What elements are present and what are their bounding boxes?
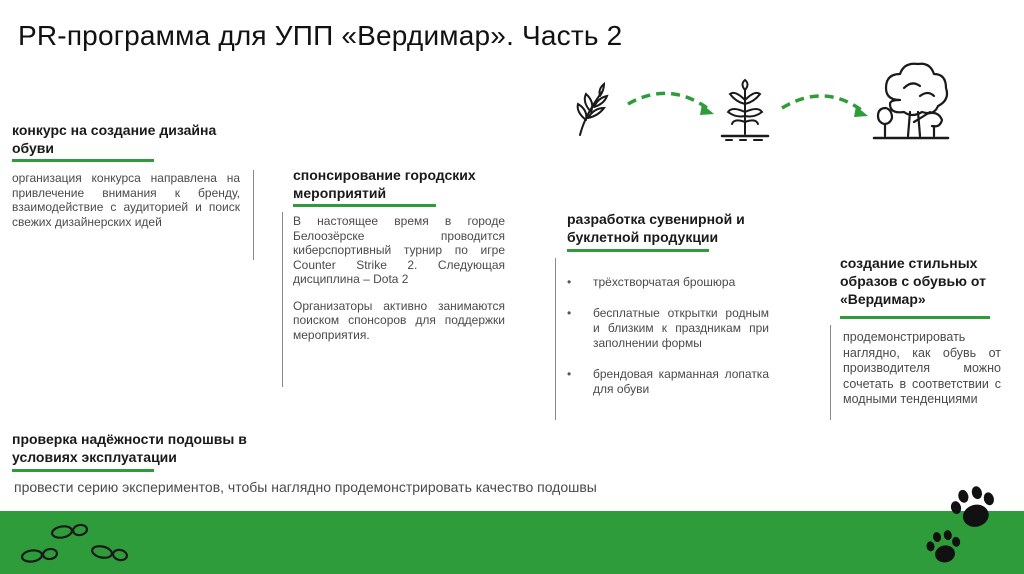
paw-print-icon <box>924 530 964 566</box>
sponsorship-heading: спонсирование городских мероприятий <box>293 167 476 201</box>
page-title: PR-программа для УПП «Вердимар». Часть 2 <box>18 20 623 51</box>
sole-underline <box>12 469 154 472</box>
images-divider <box>830 325 831 420</box>
paw-print-icon <box>948 486 1000 532</box>
sprout-icon <box>578 84 607 135</box>
sponsorship-text <box>293 214 505 354</box>
images-underline <box>840 316 990 319</box>
contest-text: организация конкурса направлена на привлечение внимания к бренду, взаимодействие с аудиторией и поиск свежих дизайнерских идей <box>12 171 240 229</box>
sponsorship-underline <box>293 204 436 207</box>
contest-divider <box>253 170 254 260</box>
footer-band <box>0 511 1024 574</box>
souvenir-underline <box>567 249 709 252</box>
contest-heading: конкурс на создание дизайна обуви <box>12 122 217 156</box>
dashed-arrow-icon <box>782 96 864 112</box>
tree-icon <box>874 64 948 138</box>
footprints-icon <box>20 522 130 567</box>
list-item: • трёхстворчатая брошюра <box>567 275 769 290</box>
list-item: • бесплатные открытки родным и близким к праздникам при заполнении формы <box>567 306 769 351</box>
souvenir-list <box>567 275 769 413</box>
sponsorship-paragraph-1: В настоящее время в городе Белоозёрске проводится киберспортивный турнир по игре Counter Strike 2. Следующая дисциплина – Dota 2 <box>293 214 505 286</box>
souvenir-divider <box>555 258 556 420</box>
growth-illustration <box>560 60 960 150</box>
sponsorship-divider <box>282 212 283 387</box>
dashed-arrow-icon <box>628 93 710 110</box>
images-heading: создание стильных образов с обувью от «Вердимар» <box>840 255 986 307</box>
sole-text: провести серию экспериментов, чтобы наглядно продемонстрировать качество подошвы <box>14 479 597 495</box>
images-text: продемонстрировать наглядно, как обувь от производителя можно сочетать в соответствии с модными тенденциями <box>843 330 1001 406</box>
contest-underline <box>12 159 154 162</box>
souvenir-heading: разработка сувенирной и буклетной продукции <box>567 211 745 245</box>
list-item: • брендовая карманная лопатка для обуви <box>567 367 769 397</box>
sponsorship-paragraph-2: Организаторы активно занимаются поиском спонсоров для поддержки мероприятия. <box>293 298 505 342</box>
sole-heading: проверка надёжности подошвы в условиях эксплуатации <box>12 431 247 465</box>
seedling-icon <box>722 80 768 140</box>
